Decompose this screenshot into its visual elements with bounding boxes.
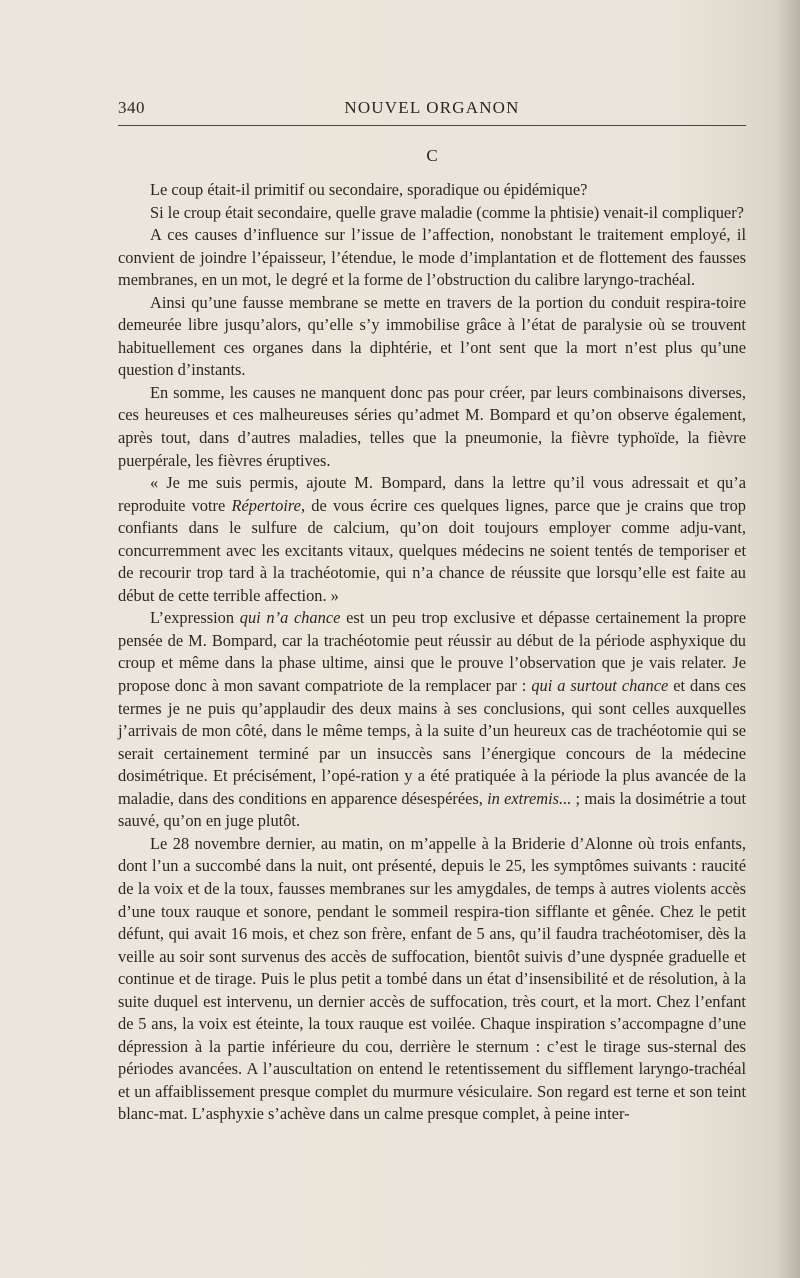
text-run: En somme, les causes ne manquent donc pas pour créer, par leurs combinaisons diverses, ces heureuses et ces malheureuses séries qu’admet M. Bompard et qu’on observe également, après tout, dans d’autres maladies, telles que la pneumonie, la fièvre typhoïde, la fièvre puerpérale, les fièvres éruptives. [118,382,746,470]
text-run: Ainsi qu’une fausse membrane se mette en travers de la portion du conduit respira-toire demeurée libre jusqu’alors, qu’elle s’y immobilise grâce à l’état de paralysie où se trouvent habituellement ces organes dans la diphtérie, et l’ont sent que la mort n’est plus qu’une question d’instants. [118,292,746,380]
text-run: L’expression [150,608,240,628]
header-rule [118,125,746,126]
paragraph [118,833,746,1126]
italic-phrase: qui n’a chance [239,608,341,628]
text-run: est un peu trop exclusive et dépasse certainement la propre pensée de M. Bompard, car la trachéotomie peut réussir au début de la période asphyxique du croup et même dans la phase ultime, ainsi que le prouve l’observation que je vais relater. Je propose donc à mon savant compatriote de la remplacer par : [118,608,746,696]
text-run: Le 28 novembre dernier, au matin, on m’appelle à la Briderie d’Alonne où trois enfants, dont l’un a succombé dans la nuit, ont présenté, depuis le 25, les symptômes suivants : raucité de la voix et de la toux, fausses membranes sur les amygdales, de temps à autres violents accès d’une toux rauque et sonore, pendant le sommeil respira-tion sifflante et gênée. Chez le petit défunt, qui avait 16 mois, et chez son frère, enfant de 5 ans, qu’il faudra trachéotomiser, dès la veille au soir sont survenus des accès de suffocation, bientôt suivis d’une dyspnée graduelle et continue et de tirage. Puis le plus petit a tombé dans un état d’insensibilité et de résolution, à la suite duquel est intervenu, un dernier accès de suffocation, très court, et la mort. Chez l’enfant de 5 ans, la voix est éteinte, la toux rauque est voilée. Chaque inspiration s’accompagne d’une dépression à la partie inférieure du cou, derrière le sternum : c’est le tirage sus-sternal des périodes avancées. A l’auscultation on entend le retentissement du sifflement laryngo-trachéal et un affaiblissement presque complet du murmure vésiculaire. Son regard est terne et son teint blanc-mat. L’asphyxie s’achève dans un calme presque complet, à peine inter- [118,833,746,1124]
body-text [118,179,746,1126]
paragraph [118,607,746,832]
italic-phrase: in extremis... [487,788,572,808]
paragraph [118,382,746,472]
text-run: Si le croup était secondaire, quelle grave maladie (comme la phtisie) venait-il compliquer? [150,202,744,222]
text-run: , de vous écrire ces quelques lignes, parce que je crains que trop confiants dans le sulfure de calcium, qu’on doit toujours employer comme adju-vant, concurremment avec les excitants vitaux, quelques médecins ne soient tentés de temporiser et de recourir trop tard à la trachéotomie, qui n’a chance de réussite que lorsqu’elle est faite au début de cette terrible affection. » [118,495,746,605]
text-run: et dans ces termes je ne puis qu’applaudir des deux mains à ses conclusions, qui sont celles auxquelles j’arrivais de mon côté, dans le même temps, à la suite d’un heureux cas de trachéotomie qui se serait certainement terminé par un insuccès sans l’énergique concours de la médecine dosimétrique. Et précisément, l’opé-ration y a été pratiquée à la période la plus avancée de la maladie, dans des conditions en apparence désespérées, [118,676,746,808]
running-title: NOUVEL ORGANON [344,98,520,117]
section-letter: C [426,146,438,165]
italic-phrase: qui a surtout chance [531,676,669,696]
page-edge-shadow [778,0,800,1278]
paragraph [118,202,746,225]
text-run: A ces causes d’influence sur l’issue de l’affection, nonobstant le traitement employé, il convient de joindre l’épaisseur, l’étendue, le mode d’implantation et de flottement des fausses membranes, en un mot, le degré et la forme de l’obstruction du calibre laryngo-trachéal. [118,225,746,290]
paragraph [118,292,746,382]
page-number: 340 [118,98,145,117]
paragraph [118,224,746,292]
text-run: « Je me suis permis, ajoute M. Bompard, dans la lettre qu’il vous adressait et qu’a reproduite votre [118,473,746,515]
text-run: ; mais la dosimétrie a tout sauvé, qu’on en juge plutôt. [118,788,747,831]
text-run: Le coup était-il primitif ou secondaire, sporadique ou épidémique? [150,180,588,199]
paragraph [118,472,746,607]
italic-phrase: Répertoire [231,495,301,515]
paragraph [118,179,746,202]
page-header [118,94,746,124]
